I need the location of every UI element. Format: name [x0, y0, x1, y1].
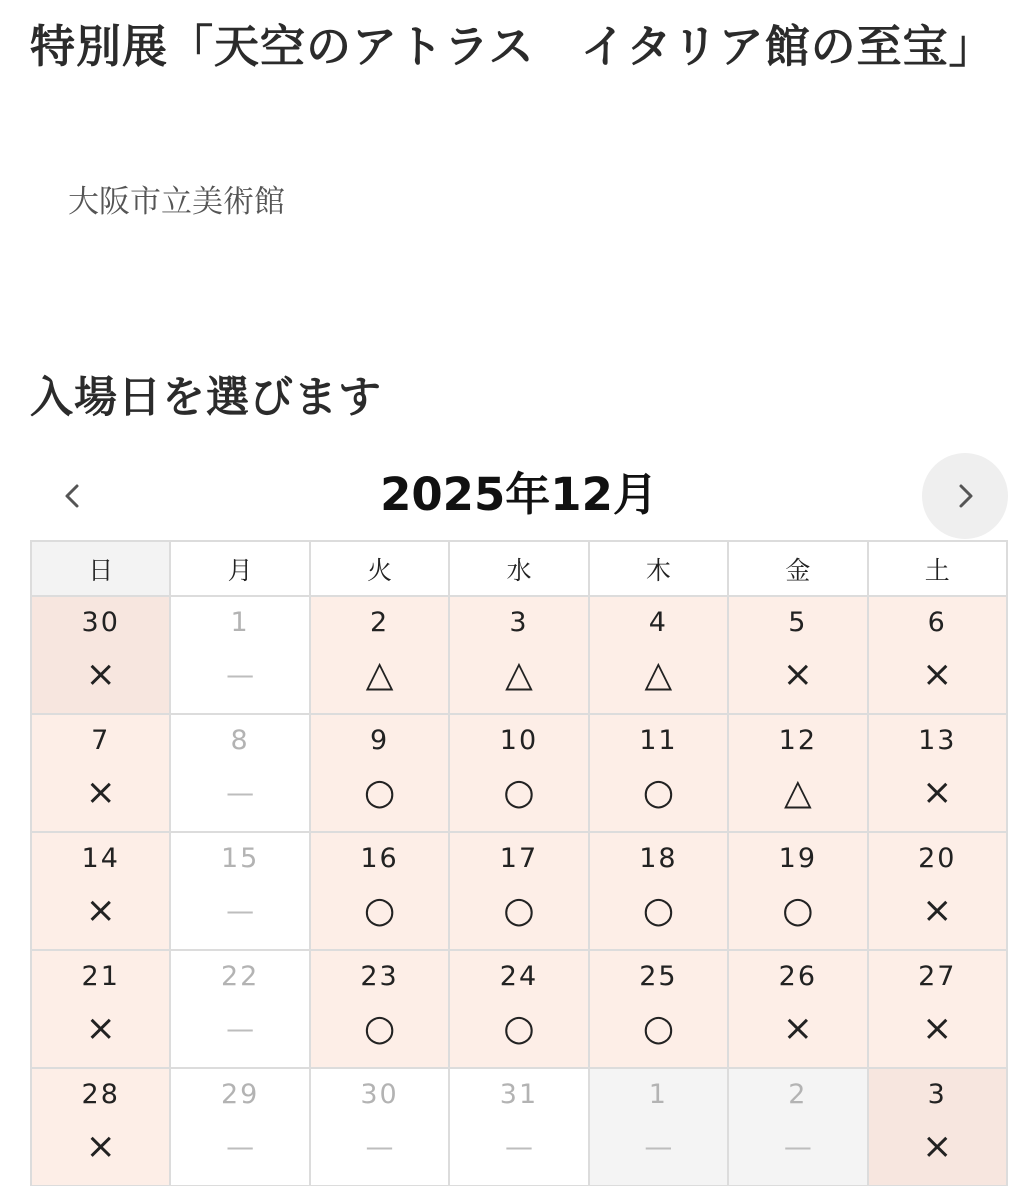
- month-label: 2025年12月: [380, 468, 658, 521]
- day-number: 27: [918, 961, 957, 992]
- calendar-week-row: [31, 596, 1007, 714]
- availability-mark: ×: [85, 890, 116, 931]
- availability-mark: ○: [503, 772, 535, 813]
- month-navigation: [30, 450, 1008, 540]
- day-number: 15: [220, 843, 260, 874]
- calendar-day-cell[interactable]: [310, 714, 449, 832]
- calendar-day-cell: [868, 950, 1007, 1068]
- calendar-day-cell[interactable]: [449, 596, 588, 714]
- calendar-day-cell: [170, 950, 309, 1068]
- availability-mark: —: [226, 1130, 255, 1163]
- calendar-day-cell[interactable]: [589, 596, 728, 714]
- calendar-day-cell: [868, 596, 1007, 714]
- calendar-day-cell: [310, 1068, 449, 1186]
- calendar-day-cell: [31, 950, 170, 1068]
- calendar-day-cell: [31, 832, 170, 950]
- availability-mark: —: [365, 1130, 394, 1163]
- calendar-day-cell: [170, 1068, 309, 1186]
- day-number: 7: [91, 725, 111, 756]
- weekday-header: 火: [310, 541, 449, 596]
- day-number: 10: [499, 725, 539, 756]
- calendar-week-row: [31, 832, 1007, 950]
- calendar-day-cell[interactable]: [728, 714, 867, 832]
- availability-mark: ○: [642, 1008, 675, 1049]
- day-number: 22: [220, 961, 260, 992]
- availability-mark: ○: [363, 890, 396, 931]
- weekday-header: 日: [31, 541, 170, 596]
- weekday-header-row: [31, 541, 1007, 596]
- day-number: 18: [639, 843, 678, 874]
- section-heading: 入場日を選びます: [30, 373, 382, 423]
- availability-mark: ○: [503, 1008, 535, 1049]
- availability-mark: ○: [503, 890, 535, 931]
- day-number: 11: [639, 725, 678, 756]
- calendar-week-row: [31, 714, 1007, 832]
- availability-mark: ×: [922, 890, 953, 931]
- day-number: 20: [918, 843, 957, 874]
- availability-mark: ×: [782, 1008, 813, 1049]
- day-number: 31: [499, 1079, 539, 1110]
- availability-mark: ×: [782, 654, 813, 695]
- availability-mark: —: [226, 776, 255, 809]
- weekday-header: 土: [868, 541, 1007, 596]
- chevron-right-icon: [950, 481, 980, 511]
- availability-mark: —: [226, 894, 255, 927]
- availability-mark: —: [226, 658, 255, 691]
- day-number: 12: [778, 725, 817, 756]
- availability-mark: —: [644, 1130, 673, 1163]
- weekday-header: 木: [589, 541, 728, 596]
- availability-mark: ○: [782, 890, 814, 931]
- weekday-header: 月: [170, 541, 309, 596]
- day-number: 4: [648, 607, 668, 638]
- calendar-day-cell: [868, 832, 1007, 950]
- calendar-week-row: [31, 950, 1007, 1068]
- availability-mark: △: [505, 654, 533, 695]
- day-number: 23: [360, 961, 399, 992]
- event-title: 特別展「天空のアトラス イタリア館の至宝」: [30, 20, 995, 73]
- day-number: 19: [778, 843, 817, 874]
- day-number: 1: [230, 607, 250, 638]
- availability-mark: ×: [85, 1126, 116, 1167]
- calendar-day-cell: [728, 950, 867, 1068]
- availability-mark: ×: [85, 654, 116, 695]
- day-number: 21: [81, 961, 120, 992]
- next-month-button[interactable]: [922, 453, 1008, 539]
- availability-mark: —: [783, 1130, 812, 1163]
- calendar-grid: [30, 540, 1008, 1187]
- day-number: 3: [927, 1079, 947, 1110]
- availability-mark: ○: [642, 890, 675, 931]
- availability-mark: ×: [85, 1008, 116, 1049]
- calendar-day-cell[interactable]: [449, 714, 588, 832]
- day-number: 8: [230, 725, 250, 756]
- calendar-day-cell: [868, 714, 1007, 832]
- calendar-day-cell[interactable]: [449, 832, 588, 950]
- calendar-day-cell[interactable]: [310, 832, 449, 950]
- availability-mark: △: [365, 654, 394, 695]
- availability-mark: ×: [922, 772, 953, 813]
- calendar-day-cell[interactable]: [728, 832, 867, 950]
- availability-mark: —: [504, 1130, 533, 1163]
- calendar-day-cell: [868, 1068, 1007, 1186]
- availability-mark: ○: [642, 772, 675, 813]
- calendar-day-cell[interactable]: [589, 950, 728, 1068]
- day-number: 17: [499, 843, 539, 874]
- calendar-day-cell: [170, 832, 309, 950]
- day-number: 25: [639, 961, 678, 992]
- availability-mark: △: [783, 772, 812, 813]
- day-number: 9: [369, 725, 390, 756]
- day-number: 5: [788, 607, 808, 638]
- day-number: 3: [509, 607, 529, 638]
- venue-name: 大阪市立美術館: [68, 184, 285, 220]
- day-number: 26: [778, 961, 817, 992]
- availability-mark: ×: [922, 1008, 953, 1049]
- calendar-day-cell[interactable]: [449, 950, 588, 1068]
- calendar-day-cell: [31, 714, 170, 832]
- calendar-day-cell: [170, 714, 309, 832]
- day-number: 2: [788, 1079, 808, 1110]
- availability-mark: ×: [922, 1126, 953, 1167]
- calendar-day-cell: [31, 596, 170, 714]
- day-number: 28: [81, 1079, 120, 1110]
- calendar-day-cell: [31, 1068, 170, 1186]
- availability-mark: —: [226, 1012, 255, 1045]
- availability-mark: ○: [363, 772, 396, 813]
- day-number: 29: [220, 1079, 260, 1110]
- day-number: 2: [369, 607, 390, 638]
- calendar-day-cell[interactable]: [310, 596, 449, 714]
- calendar-day-cell: [589, 1068, 728, 1186]
- calendar-week-row: [31, 1068, 1007, 1186]
- weekday-header: 水: [449, 541, 588, 596]
- day-number: 24: [499, 961, 539, 992]
- day-number: 30: [81, 607, 120, 638]
- availability-mark: ○: [363, 1008, 396, 1049]
- availability-mark: △: [644, 654, 673, 695]
- calendar-day-cell[interactable]: [589, 832, 728, 950]
- availability-mark: ×: [922, 654, 953, 695]
- calendar-day-cell[interactable]: [589, 714, 728, 832]
- calendar-day-cell: [449, 1068, 588, 1186]
- calendar-day-cell: [728, 596, 867, 714]
- calendar-day-cell: [170, 596, 309, 714]
- weekday-header: 金: [728, 541, 867, 596]
- day-number: 30: [360, 1079, 399, 1110]
- day-number: 1: [648, 1079, 668, 1110]
- bottom-spacer: [0, 1186, 1036, 1200]
- day-number: 6: [927, 607, 947, 638]
- day-number: 16: [360, 843, 399, 874]
- calendar-day-cell[interactable]: [310, 950, 449, 1068]
- calendar-day-cell: [728, 1068, 867, 1186]
- day-number: 14: [81, 843, 120, 874]
- availability-mark: ×: [85, 772, 116, 813]
- day-number: 13: [918, 725, 957, 756]
